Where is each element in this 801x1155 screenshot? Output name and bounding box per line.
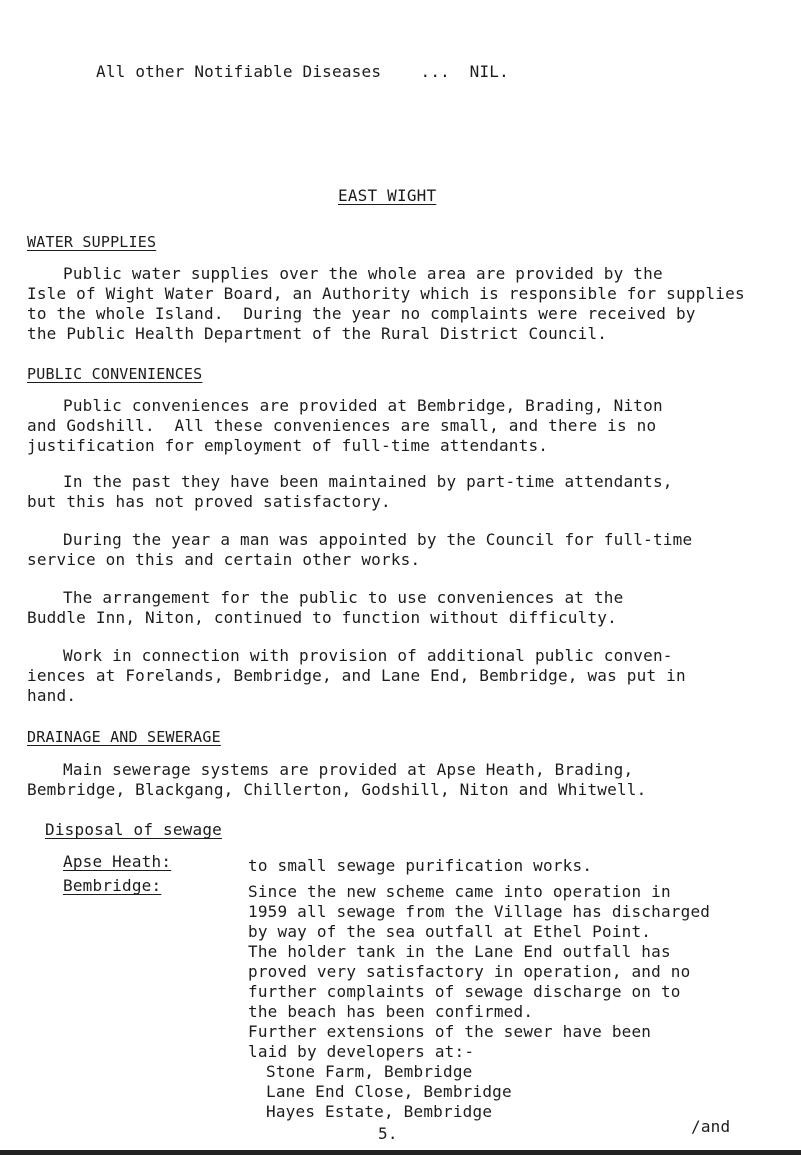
conveniences-para-line: service on this and certain other works. [27, 550, 421, 569]
bembridge-label: Bembridge: [63, 876, 162, 895]
notifiable-diseases-line: All other Notifiable Diseases ... NIL. [96, 62, 509, 81]
conveniences-para-line: hand. [27, 686, 77, 705]
conveniences-para-line: Buddle Inn, Niton, continued to function without difficulty. [27, 608, 617, 627]
water-para-line: Isle of Wight Water Board, an Authority which is responsible for supplies [27, 284, 745, 303]
water-para-line: the Public Health Department of the Rural District Council. [27, 324, 608, 343]
bembridge-line: by way of the sea outfall at Ethel Point. [248, 922, 652, 941]
conveniences-para-line: Public conveniences are provided at Bembridge, Brading, Niton [63, 396, 663, 415]
conveniences-para-line: Work in connection with provision of additional public conven- [63, 646, 673, 665]
bembridge-line: Lane End Close, Bembridge [266, 1082, 512, 1101]
bembridge-line: Stone Farm, Bembridge [266, 1062, 473, 1081]
water-supplies-heading: WATER SUPPLIES [27, 233, 157, 251]
drainage-para-line: Bembridge, Blackgang, Chillerton, Godshill, Niton and Whitwell. [27, 780, 647, 799]
bembridge-line: the beach has been confirmed. [248, 1002, 534, 1021]
bembridge-line: 1959 all sewage from the Village has discharged [248, 902, 711, 921]
conveniences-para-line: but this has not proved satisfactory. [27, 492, 391, 511]
conveniences-para-line: and Godshill. All these conveniences are small, and there is no [27, 416, 657, 435]
apse-heath-text: to small sewage purification works. [248, 856, 593, 875]
disposal-of-sewage-heading: Disposal of sewage [45, 820, 222, 839]
scan-edge-line [0, 1150, 801, 1155]
bembridge-line: The holder tank in the Lane End outfall has [248, 942, 671, 961]
bembridge-line: further complaints of sewage discharge on to [248, 982, 681, 1001]
public-conveniences-heading: PUBLIC CONVENIENCES [27, 365, 203, 383]
bembridge-line: Hayes Estate, Bembridge [266, 1102, 493, 1121]
page-title: EAST WIGHT [338, 186, 437, 205]
continuation-word: /and [691, 1117, 731, 1136]
water-para-line: to the whole Island. During the year no complaints were received by [27, 304, 696, 323]
conveniences-para-line: iences at Forelands, Bembridge, and Lane End, Bembridge, was put in [27, 666, 686, 685]
conveniences-para-line: During the year a man was appointed by the Council for full-time [63, 530, 693, 549]
page-number: 5. [378, 1124, 398, 1143]
conveniences-para-line: In the past they have been maintained by part-time attendants, [63, 472, 673, 491]
drainage-heading: DRAINAGE AND SEWERAGE [27, 728, 221, 746]
bembridge-line: Since the new scheme came into operation in [248, 882, 671, 901]
bembridge-line: Further extensions of the sewer have been [248, 1022, 652, 1041]
conveniences-para-line: The arrangement for the public to use conveniences at the [63, 588, 624, 607]
water-para-line: Public water supplies over the whole area are provided by the [63, 264, 663, 283]
conveniences-para-line: justification for employment of full-time attendants. [27, 436, 549, 455]
bembridge-line: laid by developers at:- [248, 1042, 475, 1061]
apse-heath-label: Apse Heath: [63, 852, 172, 871]
drainage-para-line: Main sewerage systems are provided at Apse Heath, Brading, [63, 760, 634, 779]
bembridge-line: proved very satisfactory in operation, and no [248, 962, 691, 981]
